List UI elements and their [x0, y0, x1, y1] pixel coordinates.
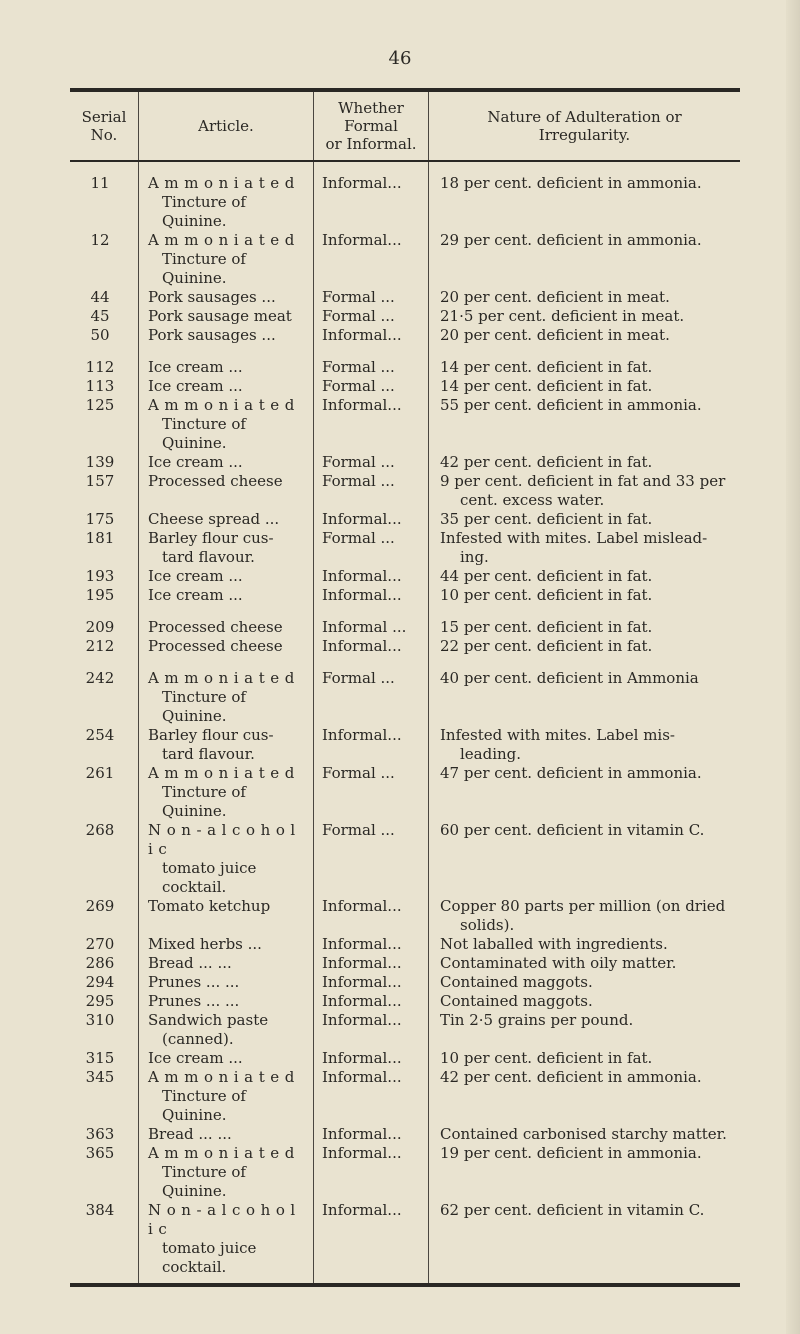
article-line: A m m o n i a t e d [148, 231, 295, 249]
article-cell [138, 954, 313, 973]
serial-cell: 269 [85, 897, 115, 915]
article-line: Pork sausage meat [148, 307, 292, 325]
nature-cell [428, 637, 740, 656]
nature-line: 14 per cent. deficient in fat. [440, 358, 653, 376]
table-row [70, 821, 740, 897]
nature-cell [428, 1049, 740, 1068]
article-line: Cheese spread ... [148, 510, 280, 528]
article-line: Barley flour cus- [148, 529, 274, 547]
nature-line: leading. [460, 745, 522, 763]
row-gap [70, 345, 740, 358]
nature-line: 29 per cent. deficient in ammonia. [440, 231, 702, 249]
serial-cell: 363 [85, 1125, 115, 1143]
header-article-line: Article. [198, 117, 254, 135]
serial-cell: 365 [85, 1144, 115, 1162]
article-line: Tincture of [162, 1087, 246, 1105]
nature-cell [428, 954, 740, 973]
header-serial-line: Serial [81, 108, 127, 126]
serial-cell: 310 [85, 1011, 115, 1029]
article-line: Tincture of [162, 250, 246, 268]
serial-cell: 254 [85, 726, 115, 744]
serial-cell: 212 [85, 637, 115, 655]
table-body [70, 162, 740, 1283]
formal-status-cell: Informal... [322, 897, 402, 915]
nature-cell [428, 1068, 740, 1125]
table-row [70, 1068, 740, 1125]
article-cell [138, 992, 313, 1011]
article-cell [138, 472, 313, 510]
article-line: tard flavour. [162, 548, 255, 566]
article-line: Tincture of [162, 1163, 246, 1181]
table-row [70, 1125, 740, 1144]
nature-line: 42 per cent. deficient in fat. [440, 453, 653, 471]
serial-cell: 195 [85, 586, 115, 604]
nature-line: 44 per cent. deficient in fat. [440, 567, 653, 585]
table-row [70, 453, 740, 472]
nature-cell [428, 821, 740, 897]
article-cell [138, 1068, 313, 1125]
nature-line: 15 per cent. deficient in fat. [440, 618, 653, 636]
formal-status-cell: Formal ... [322, 472, 395, 490]
nature-cell [428, 510, 740, 529]
nature-line: 21·5 per cent. deficient in meat. [440, 307, 685, 325]
article-cell [138, 1144, 313, 1201]
nature-line: 14 per cent. deficient in fat. [440, 377, 653, 395]
article-line: A m m o n i a t e d [148, 174, 295, 192]
article-line: Tincture of [162, 415, 246, 433]
header-article [138, 92, 313, 160]
formal-status-cell: Informal... [322, 567, 402, 585]
table-row [70, 358, 740, 377]
article-line: tomato juice [162, 1239, 257, 1257]
formal-status-cell: Informal ... [322, 618, 407, 636]
article-cell [138, 288, 313, 307]
table-row [70, 472, 740, 510]
formal-status-cell: Informal... [322, 1201, 402, 1219]
table-row [70, 897, 740, 935]
article-line: Tincture of [162, 193, 246, 211]
header-formal [313, 92, 428, 160]
serial-cell: 286 [85, 954, 115, 972]
article-cell [138, 396, 313, 453]
article-line: A m m o n i a t e d [148, 764, 295, 782]
article-cell [138, 669, 313, 726]
article-line: Quinine. [162, 212, 227, 230]
nature-cell [428, 935, 740, 954]
article-line: Quinine. [162, 707, 227, 725]
article-cell [138, 307, 313, 326]
table-row [70, 1011, 740, 1049]
article-line: N o n - a l c o h o l i c [148, 1201, 296, 1238]
nature-cell [428, 669, 740, 726]
article-cell [138, 358, 313, 377]
table-row [70, 935, 740, 954]
nature-cell [428, 307, 740, 326]
article-line: Ice cream ... [148, 453, 243, 471]
article-cell [138, 1201, 313, 1277]
formal-status-cell: Informal... [322, 637, 402, 655]
nature-line: Contaminated with oily matter. [440, 954, 677, 972]
table-row [70, 764, 740, 821]
formal-status-cell: Formal ... [322, 821, 395, 839]
nature-line: Not laballed with ingredients. [440, 935, 668, 953]
article-line: N o n - a l c o h o l i c [148, 821, 296, 858]
nature-line: 9 per cent. deficient in fat and 33 per [440, 472, 726, 490]
nature-line: solids). [460, 916, 515, 934]
article-line: Pork sausages ... [148, 326, 276, 344]
article-line: Bread ... ... [148, 954, 232, 972]
formal-status-cell: Informal... [322, 1011, 402, 1029]
article-line: Quinine. [162, 802, 227, 820]
article-line: Bread ... ... [148, 1125, 232, 1143]
formal-status-cell: Informal... [322, 174, 402, 192]
serial-cell: 125 [85, 396, 115, 414]
nature-line: Infested with mites. Label mis- [440, 726, 675, 744]
article-line: A m m o n i a t e d [148, 1068, 295, 1086]
nature-cell [428, 992, 740, 1011]
serial-cell: 175 [85, 510, 115, 528]
header-nature [428, 92, 740, 160]
header-nature-line: Irregularity. [538, 126, 631, 144]
table-row [70, 377, 740, 396]
serial-cell: 157 [85, 472, 115, 490]
header-formal-line: or Informal. [325, 135, 417, 153]
nature-line: 55 per cent. deficient in ammonia. [440, 396, 702, 414]
serial-cell: 45 [90, 307, 110, 325]
formal-status-cell: Formal ... [322, 288, 395, 306]
page-edge [786, 0, 800, 1334]
row-gap [70, 656, 740, 669]
serial-cell: 209 [85, 618, 115, 636]
nature-line: 40 per cent. deficient in Ammonia [440, 669, 699, 687]
article-line: Barley flour cus- [148, 726, 274, 744]
nature-line: 10 per cent. deficient in fat. [440, 586, 653, 604]
article-cell [138, 231, 313, 288]
article-line: Mixed herbs ... [148, 935, 262, 953]
article-line: cocktail. [162, 1258, 227, 1276]
serial-cell: 315 [85, 1049, 115, 1067]
table-row [70, 1049, 740, 1068]
table-row [70, 174, 740, 231]
article-cell [138, 326, 313, 345]
formal-status-cell: Formal ... [322, 529, 395, 547]
nature-cell [428, 1144, 740, 1201]
header-serial-line: No. [90, 126, 118, 144]
adulteration-table [70, 88, 740, 1287]
serial-cell: 384 [85, 1201, 115, 1219]
nature-line: 62 per cent. deficient in vitamin C. [440, 1201, 705, 1219]
article-line: cocktail. [162, 878, 227, 896]
serial-cell: 345 [85, 1068, 115, 1086]
nature-line: Tin 2·5 grains per pound. [440, 1011, 634, 1029]
serial-cell: 270 [85, 935, 115, 953]
table-row [70, 1201, 740, 1277]
formal-status-cell: Informal... [322, 935, 402, 953]
table-row [70, 510, 740, 529]
formal-status-cell: Informal... [322, 231, 402, 249]
nature-cell [428, 453, 740, 472]
nature-cell [428, 358, 740, 377]
article-cell [138, 174, 313, 231]
article-cell [138, 897, 313, 935]
table-row [70, 1144, 740, 1201]
page-number: 46 [388, 48, 412, 69]
nature-line: 42 per cent. deficient in ammonia. [440, 1068, 702, 1086]
header-formal-line: Whether [338, 99, 404, 117]
nature-cell [428, 231, 740, 288]
serial-cell: 12 [90, 231, 110, 249]
nature-cell [428, 764, 740, 821]
formal-status-cell: Informal... [322, 396, 402, 414]
formal-status-cell: Informal... [322, 726, 402, 744]
table-row [70, 326, 740, 345]
nature-cell [428, 529, 740, 567]
nature-line: Infested with mites. Label mislead- [440, 529, 708, 547]
table-header [70, 92, 740, 160]
article-line: Ice cream ... [148, 1049, 243, 1067]
body-top-padding [70, 162, 740, 174]
serial-cell: 11 [90, 174, 110, 192]
formal-status-cell: Formal ... [322, 453, 395, 471]
article-line: A m m o n i a t e d [148, 1144, 295, 1162]
article-cell [138, 586, 313, 605]
article-cell [138, 764, 313, 821]
formal-status-cell: Informal... [322, 992, 402, 1010]
table-row [70, 231, 740, 288]
nature-cell [428, 1125, 740, 1144]
article-line: Processed cheese [148, 472, 283, 490]
article-line: Ice cream ... [148, 567, 243, 585]
article-line: tard flavour. [162, 745, 255, 763]
table-row [70, 669, 740, 726]
article-line: Prunes ... ... [148, 992, 240, 1010]
nature-line: 20 per cent. deficient in meat. [440, 288, 670, 306]
nature-line: ing. [460, 548, 489, 566]
article-cell [138, 529, 313, 567]
header-nature-line: Nature of Adulteration or [487, 108, 682, 126]
formal-status-cell: Formal ... [322, 307, 395, 325]
nature-cell [428, 586, 740, 605]
nature-cell [428, 326, 740, 345]
formal-status-cell: Informal... [322, 1125, 402, 1143]
nature-cell [428, 897, 740, 935]
table-row [70, 288, 740, 307]
serial-cell: 242 [85, 669, 115, 687]
nature-line: Contained maggots. [440, 973, 593, 991]
formal-status-cell: Informal... [322, 973, 402, 991]
nature-line: 20 per cent. deficient in meat. [440, 326, 670, 344]
article-line: Tincture of [162, 688, 246, 706]
formal-status-cell: Formal ... [322, 377, 395, 395]
formal-status-cell: Formal ... [322, 669, 395, 687]
formal-status-cell: Informal... [322, 326, 402, 344]
formal-status-cell: Informal... [322, 1068, 402, 1086]
serial-cell: 294 [85, 973, 115, 991]
article-line: Prunes ... ... [148, 973, 240, 991]
article-cell [138, 567, 313, 586]
article-cell [138, 618, 313, 637]
serial-cell: 50 [90, 326, 110, 344]
table-row [70, 529, 740, 567]
article-line: Processed cheese [148, 618, 283, 636]
article-line: Quinine. [162, 1182, 227, 1200]
nature-cell [428, 973, 740, 992]
formal-status-cell: Formal ... [322, 358, 395, 376]
article-line: A m m o n i a t e d [148, 396, 295, 414]
article-line: Quinine. [162, 269, 227, 287]
serial-cell: 44 [90, 288, 110, 306]
formal-status-cell: Informal... [322, 586, 402, 604]
table-row [70, 618, 740, 637]
serial-cell: 261 [85, 764, 115, 782]
article-cell [138, 973, 313, 992]
formal-status-cell: Informal... [322, 1049, 402, 1067]
article-line: Tincture of [162, 783, 246, 801]
table-row [70, 586, 740, 605]
article-line: A m m o n i a t e d [148, 669, 295, 687]
serial-cell: 268 [85, 821, 115, 839]
serial-cell: 193 [85, 567, 115, 585]
article-cell [138, 377, 313, 396]
nature-cell [428, 472, 740, 510]
nature-line: 35 per cent. deficient in fat. [440, 510, 653, 528]
serial-cell: 181 [85, 529, 115, 547]
nature-cell [428, 567, 740, 586]
bottom-rule [70, 1283, 740, 1287]
article-line: (canned). [162, 1030, 234, 1048]
nature-cell [428, 1011, 740, 1049]
article-line: Sandwich paste [148, 1011, 269, 1029]
article-line: Tomato ketchup [148, 897, 271, 915]
article-cell [138, 1049, 313, 1068]
header-serial [70, 92, 138, 160]
row-gap [70, 605, 740, 618]
article-cell [138, 935, 313, 954]
table-row [70, 992, 740, 1011]
table-row [70, 307, 740, 326]
table-row [70, 954, 740, 973]
serial-cell: 112 [85, 358, 115, 376]
nature-cell [428, 288, 740, 307]
article-line: Quinine. [162, 1106, 227, 1124]
header-formal-line: Formal [344, 117, 398, 135]
nature-line: 18 per cent. deficient in ammonia. [440, 174, 702, 192]
nature-cell [428, 726, 740, 764]
nature-cell [428, 618, 740, 637]
formal-status-cell: Informal... [322, 510, 402, 528]
formal-status-cell: Informal... [322, 1144, 402, 1162]
serial-cell: 113 [85, 377, 115, 395]
serial-cell: 139 [85, 453, 115, 471]
article-cell [138, 1011, 313, 1049]
article-line: Ice cream ... [148, 586, 243, 604]
nature-line: 19 per cent. deficient in ammonia. [440, 1144, 702, 1162]
article-line: tomato juice [162, 859, 257, 877]
article-cell [138, 637, 313, 656]
nature-cell [428, 396, 740, 453]
article-cell [138, 726, 313, 764]
serial-cell: 295 [85, 992, 115, 1010]
nature-line: Contained carbonised starchy matter. [440, 1125, 727, 1143]
body-bottom-padding [70, 1277, 740, 1283]
table-row [70, 726, 740, 764]
nature-line: 22 per cent. deficient in fat. [440, 637, 653, 655]
article-line: Ice cream ... [148, 377, 243, 395]
nature-cell [428, 174, 740, 231]
nature-cell [428, 1201, 740, 1277]
table-row [70, 973, 740, 992]
table-row [70, 637, 740, 656]
nature-line: 60 per cent. deficient in vitamin C. [440, 821, 705, 839]
article-cell [138, 453, 313, 472]
article-cell [138, 821, 313, 897]
article-cell [138, 510, 313, 529]
article-cell [138, 1125, 313, 1144]
nature-cell [428, 377, 740, 396]
article-line: Processed cheese [148, 637, 283, 655]
table-row [70, 396, 740, 453]
table-row [70, 567, 740, 586]
nature-line: 47 per cent. deficient in ammonia. [440, 764, 702, 782]
nature-line: Copper 80 parts per million (on dried [440, 897, 726, 915]
nature-line: 10 per cent. deficient in fat. [440, 1049, 653, 1067]
article-line: Ice cream ... [148, 358, 243, 376]
formal-status-cell: Formal ... [322, 764, 395, 782]
article-line: Pork sausages ... [148, 288, 276, 306]
article-line: Quinine. [162, 434, 227, 452]
nature-line: cent. excess water. [460, 491, 605, 509]
formal-status-cell: Informal... [322, 954, 402, 972]
nature-line: Contained maggots. [440, 992, 593, 1010]
